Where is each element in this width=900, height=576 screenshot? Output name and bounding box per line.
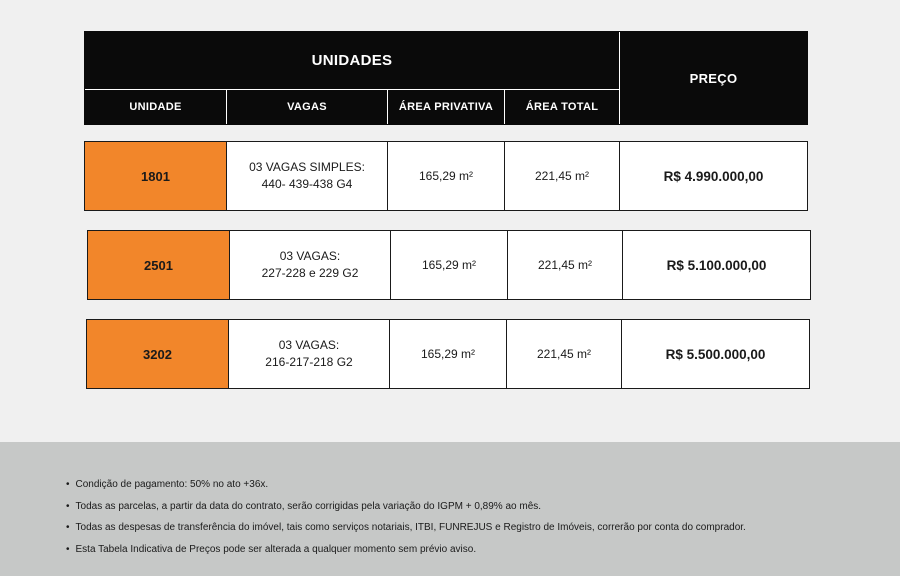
unit-price: R$ 4.990.000,00 xyxy=(619,142,807,210)
table-row xyxy=(87,230,811,300)
column-header-area-privativa: ÁREA PRIVATIVA xyxy=(387,90,504,124)
parking-spaces-line2: 227-228 e 229 G2 xyxy=(261,266,359,280)
unit-price: R$ 5.100.000,00 xyxy=(622,231,810,299)
parking-spaces-line2: 440- 439-438 G4 xyxy=(261,177,353,191)
parking-spaces-line1: 03 VAGAS: xyxy=(279,249,341,263)
parking-spaces xyxy=(228,320,389,388)
total-area: 221,45 m² xyxy=(507,231,622,299)
column-header-unidade: UNIDADE xyxy=(129,101,182,113)
unit-price: R$ 5.500.000,00 xyxy=(621,320,809,388)
note-payment-condition: • Condição de pagamento: 50% no ato +36x. xyxy=(66,474,746,496)
private-area: 165,29 m² xyxy=(390,231,507,299)
note-installment-correction: • Todas as parcelas, a partir da data do contrato, serão corrigidas pela variação do IGPM + 0,89% ao mês. xyxy=(66,496,746,518)
notes-list xyxy=(66,474,746,560)
parking-spaces-line2: 216-217-218 G2 xyxy=(265,355,353,369)
note-transfer-expenses: • Todas as despesas de transferência do imóvel, tais como serviços notariais, ITBI, FUNREJUS e Registro de Imóveis, correrão por conta do comprador. xyxy=(66,517,746,539)
footer-notes-panel xyxy=(0,442,900,576)
parking-spaces-line1: 03 VAGAS: xyxy=(278,338,340,352)
private-area: 165,29 m² xyxy=(387,142,504,210)
table-row xyxy=(86,319,810,389)
note-price-table-disclaimer: • Esta Tabela Indicativa de Preços pode ser alterada a qualquer momento sem prévio aviso. xyxy=(66,539,746,561)
header-preco: PREÇO xyxy=(619,32,807,124)
parking-spaces-line1: 03 VAGAS SIMPLES: xyxy=(249,160,365,174)
parking-spaces xyxy=(226,142,387,210)
parking-spaces xyxy=(229,231,390,299)
table-header xyxy=(84,31,808,125)
header-unidades: UNIDADES xyxy=(85,32,619,90)
private-area: 165,29 m² xyxy=(389,320,506,388)
total-area: 221,45 m² xyxy=(504,142,619,210)
total-area: 221,45 m² xyxy=(506,320,621,388)
column-header-area-total: ÁREA TOTAL xyxy=(504,90,619,124)
column-header-vagas: VAGAS xyxy=(226,90,387,124)
unit-number: 3202 xyxy=(87,320,228,388)
unit-number: 2501 xyxy=(88,231,229,299)
unit-number: 1801 xyxy=(85,142,226,210)
table-row xyxy=(84,141,808,211)
